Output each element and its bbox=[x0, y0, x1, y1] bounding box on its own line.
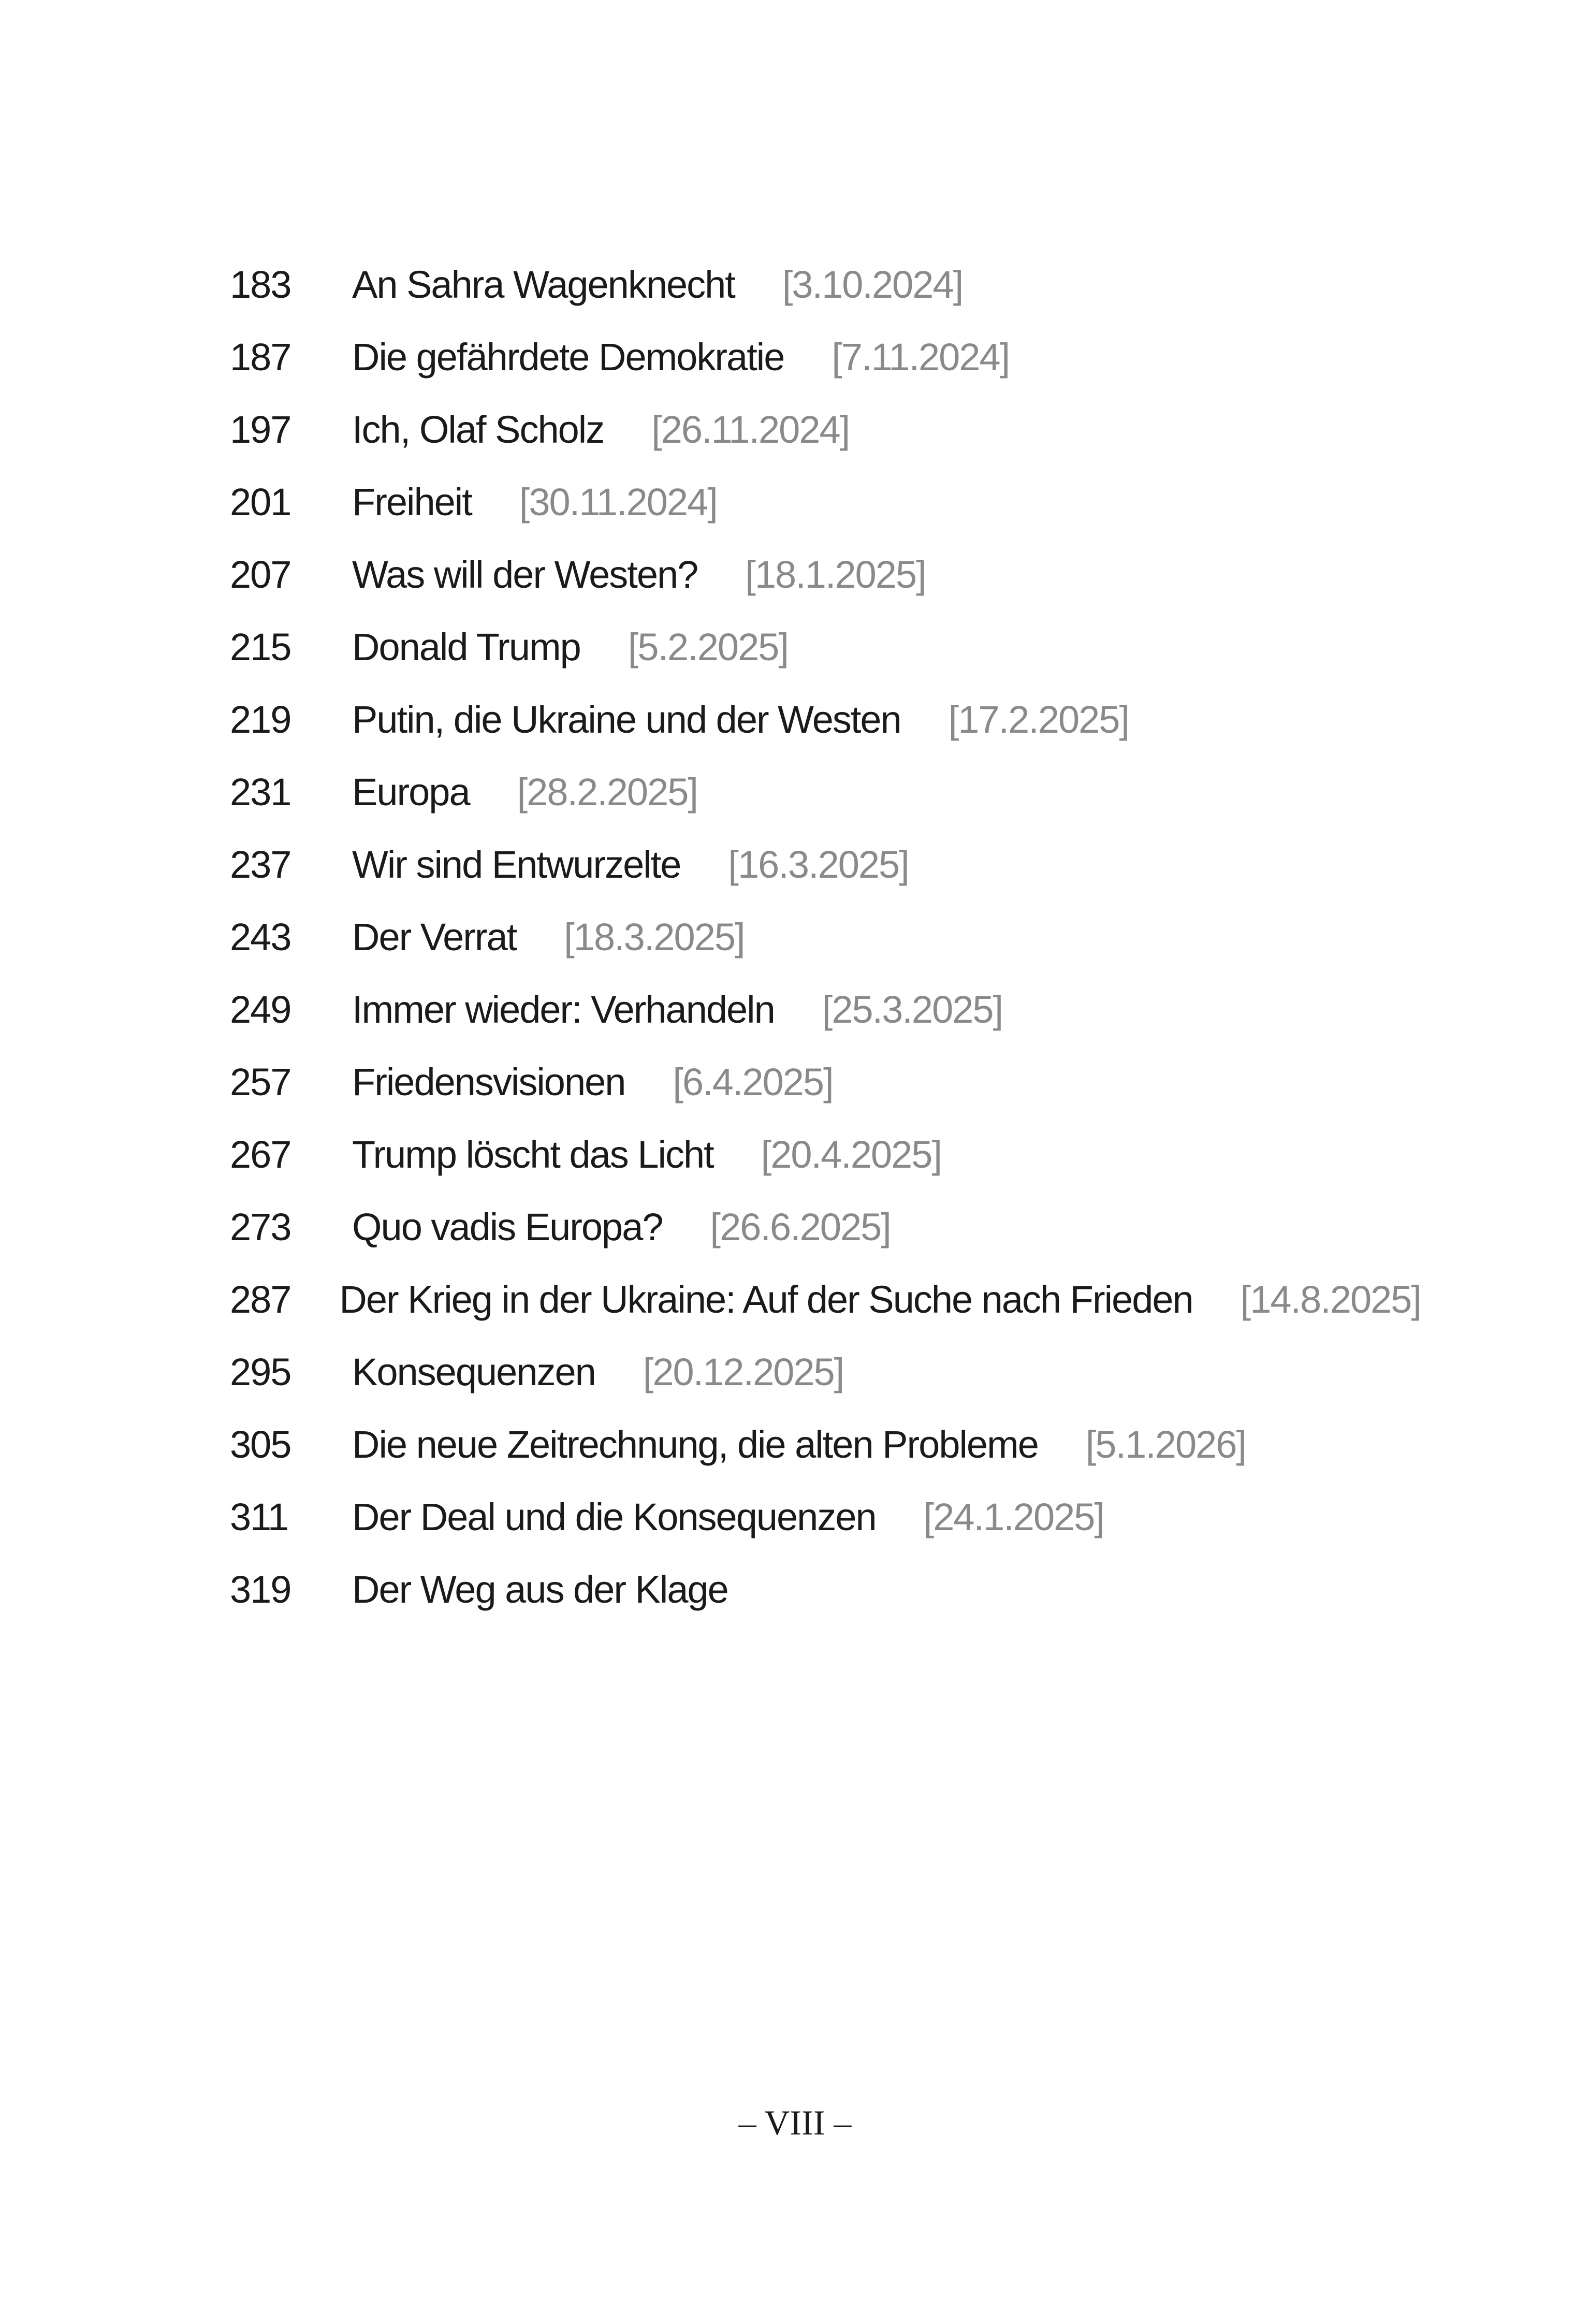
toc-entry-page-number: 231 bbox=[230, 771, 291, 814]
toc-entry-page-number: 295 bbox=[230, 1350, 291, 1393]
toc-entry-page-number: 243 bbox=[230, 916, 291, 958]
toc-entry bbox=[230, 1196, 1421, 1269]
toc-entry-page-number: 319 bbox=[230, 1568, 291, 1611]
toc-entry-date: [26.11.2024] bbox=[651, 408, 850, 451]
toc-entry-date: [28.2.2025] bbox=[517, 771, 697, 814]
toc-entry-page-number: 207 bbox=[230, 553, 291, 596]
toc-entry-date: [5.1.2026] bbox=[1085, 1423, 1246, 1466]
toc-entry-title: Europa bbox=[352, 771, 470, 814]
toc-entry-title: Die neue Zeitrechnung, die alten Probleme bbox=[352, 1423, 1038, 1466]
toc-entry bbox=[230, 1414, 1421, 1486]
toc-entry-date: [17.2.2025] bbox=[948, 698, 1129, 741]
toc-entry bbox=[230, 1341, 1421, 1414]
toc-entry-page-number: 197 bbox=[230, 408, 291, 451]
toc-entry bbox=[230, 689, 1421, 761]
toc-entry bbox=[230, 471, 1421, 544]
toc-entry-date: [6.4.2025] bbox=[673, 1061, 833, 1103]
toc-entry bbox=[230, 326, 1421, 399]
toc-entry bbox=[230, 254, 1421, 326]
toc-entry-page-number: 215 bbox=[230, 626, 291, 669]
toc-entry-page-number: 267 bbox=[230, 1133, 291, 1176]
toc-entry bbox=[230, 544, 1421, 616]
page-number-folio: – VIII – bbox=[738, 2103, 852, 2142]
toc-entry-date: [7.11.2024] bbox=[832, 336, 1010, 379]
toc-entry-title: Quo vadis Europa? bbox=[352, 1205, 663, 1248]
toc-entry-page-number: 305 bbox=[230, 1423, 291, 1466]
toc-entry-title: Trump löscht das Licht bbox=[352, 1133, 713, 1176]
toc-entry-date: [30.11.2024] bbox=[519, 481, 717, 524]
toc-entry-title: Donald Trump bbox=[352, 626, 580, 669]
toc-entry-page-number: 257 bbox=[230, 1061, 291, 1103]
toc-entry-title: Der Verrat bbox=[352, 916, 517, 958]
toc-entry-title: Konsequenzen bbox=[352, 1350, 595, 1393]
toc-entry bbox=[230, 1051, 1421, 1124]
toc-entry-title: Der Deal und die Konsequenzen bbox=[352, 1495, 876, 1538]
toc-entry-title: Putin, die Ukraine und der Westen bbox=[352, 698, 901, 741]
toc-entry-date: [25.3.2025] bbox=[822, 988, 1003, 1031]
toc-entry bbox=[230, 979, 1421, 1051]
toc-entry-date: [20.12.2025] bbox=[643, 1350, 844, 1393]
toc-entry-page-number: 273 bbox=[230, 1205, 291, 1248]
toc-entry-title: Freiheit bbox=[352, 481, 472, 524]
toc-entry-page-number: 249 bbox=[230, 988, 291, 1031]
toc-entry-title: Die gefährdete Demokratie bbox=[352, 336, 784, 379]
toc-entry bbox=[230, 1124, 1421, 1196]
toc-entry-date: [3.10.2024] bbox=[782, 263, 963, 306]
toc-entry-date: [18.3.2025] bbox=[564, 916, 745, 958]
toc-entry-page-number: 237 bbox=[230, 843, 291, 886]
toc-entry-page-number: 187 bbox=[230, 336, 291, 379]
toc-entry-date: [5.2.2025] bbox=[628, 626, 788, 669]
toc-entry bbox=[230, 1559, 1421, 1631]
toc-entry-page-number: 201 bbox=[230, 481, 291, 524]
toc-entry bbox=[230, 399, 1421, 471]
toc-entry-page-number: 183 bbox=[230, 263, 291, 306]
toc-entry bbox=[230, 616, 1421, 689]
toc-entry-date: [24.1.2025] bbox=[923, 1495, 1104, 1538]
toc-entry bbox=[230, 761, 1421, 834]
table-of-contents bbox=[230, 254, 1421, 1631]
toc-entry-page-number: 219 bbox=[230, 698, 291, 741]
toc-entry-title: Der Weg aus der Klage bbox=[352, 1568, 728, 1611]
toc-entry-date: [18.1.2025] bbox=[745, 553, 926, 596]
toc-entry-date: [14.8.2025] bbox=[1240, 1278, 1421, 1321]
toc-entry-title: Friedensvisionen bbox=[352, 1061, 625, 1103]
toc-entry-title: An Sahra Wagenknecht bbox=[352, 263, 735, 306]
toc-entry-date: [20.4.2025] bbox=[761, 1133, 941, 1176]
toc-entry-title: Immer wieder: Verhandeln bbox=[352, 988, 775, 1031]
toc-entry-title: Wir sind Entwurzelte bbox=[352, 843, 681, 886]
toc-entry-title: Der Krieg in der Ukraine: Auf der Suche nach Frieden bbox=[339, 1278, 1193, 1321]
toc-entry-title: Was will der Westen? bbox=[352, 553, 698, 596]
toc-entry-page-number: 287 bbox=[230, 1278, 291, 1321]
toc-entry bbox=[230, 1269, 1421, 1341]
toc-entry-page-number: 311 bbox=[230, 1495, 288, 1538]
toc-entry-date: [16.3.2025] bbox=[728, 843, 909, 886]
toc-entry bbox=[230, 1486, 1421, 1559]
toc-entry bbox=[230, 906, 1421, 979]
toc-entry bbox=[230, 834, 1421, 906]
toc-entry-date: [26.6.2025] bbox=[710, 1205, 891, 1248]
toc-entry-title: Ich, Olaf Scholz bbox=[352, 408, 604, 451]
